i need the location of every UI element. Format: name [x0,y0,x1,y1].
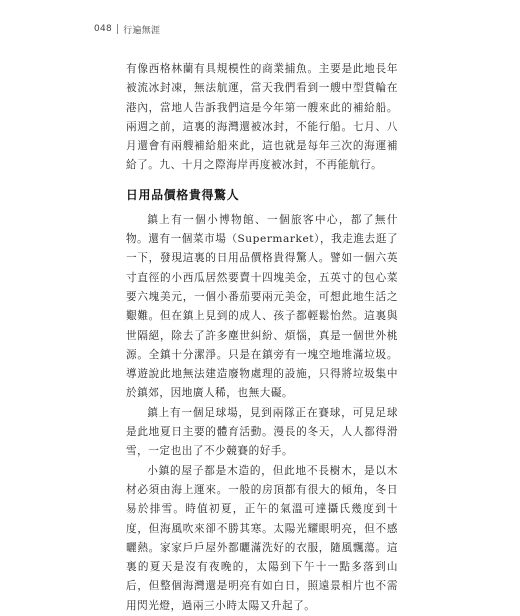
section-heading: 日用品價格貴得驚人 [126,187,240,202]
paragraph-market: 鎮上有一個小博物館、一個旅客中心，都了無什物。還有一個菜市場（Supermarket），我走進去逛了一下，發現這裏的日用品價格貴得驚人。譬如一個六英寸直徑的小西瓜居然要賣十四塊美金，五英寸的包心菜要六塊美元，一個小番茄要兩元美金，可想此地生活之艱難。但在鎮上見到的成人、孩子都輕鬆怡然。這裏與世隔絕，除去了許多塵世糾紛、煩惱，真是一個世外桃源。全鎮十分潔淨。只是在鎮旁有一塊空地堆滿垃圾。導遊說此地無法建造廢物處理的設施，只得將垃圾集中於鎮郊，因地廣人稀，也無大礙。 [126,213,398,400]
running-head [94,22,160,36]
page-number: 048 [94,24,113,34]
book-title: 行遍無涯 [123,25,161,36]
paragraph-continued: 有像西格林蘭有具規模性的商業捕魚。主要是此地長年被流冰封凍，無法航運，當天我們看到一艘中型貨輪在港內，當地人告訴我們這是今年第一艘來此的補給船。兩週之前，這裏的海灣還被冰封，不能行船。七月、八月還會有兩艘補給船來此，這也就是每年三次的海運補給了。九、十月之際海岸再度被冰封，不再能航行。 [126,63,398,172]
page-body [126,60,398,616]
paragraph-football: 鎮上有一個足球場，見到兩隊正在賽球，可見足球是此地夏日主要的體育活動。漫長的冬天，人人都得滑雪，一定也出了不少競賽的好手。 [126,406,398,458]
header-separator [117,24,118,34]
paragraph-houses: 小鎮的屋子都是木造的，但此地不長樹木，是以木材必須由海上運來。一般的房頂都有很大的傾角，冬日易於排雪。時值初夏，正午的氣溫可達攝氏幾度到十度，但海風吹來卻不勝其寒。太陽光耀眼明亮，但不感曬熱。家家戶戶屋外都曬滿洗好的衣服，隨風飄蕩。這裏的夏天是沒有夜晚的，太陽到下午十一點多落到山后，但整個海灣還是明亮有如白日，照遠景相片也不需用閃光燈，過兩三小時太陽又升起了。 [126,464,398,612]
